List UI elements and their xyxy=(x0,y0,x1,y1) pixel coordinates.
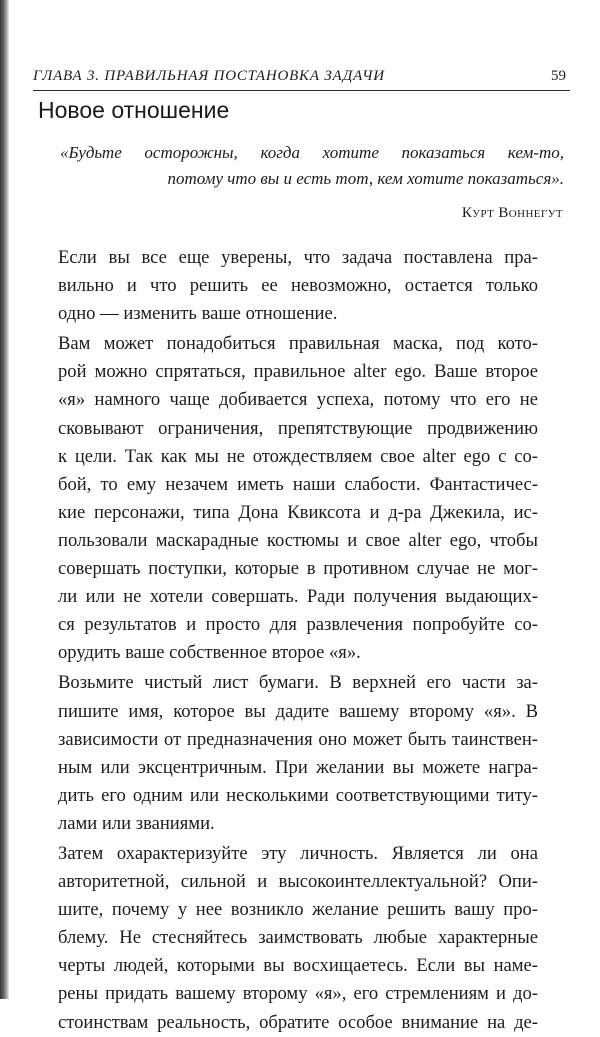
text-line: Если вы все еще уверены, что задача поставлена пра- xyxy=(58,247,538,268)
epigraph-author: Курт Воннегут xyxy=(461,205,563,221)
text-line: черты людей, которыми вы восхищаетесь. Если вы наме- xyxy=(58,955,538,977)
text-line: вильно и что решить ее невозможно, остается только xyxy=(58,275,538,297)
running-header xyxy=(33,68,570,91)
text-line: пользовали маскарадные костюмы и свое alter ego, чтобы xyxy=(58,529,538,551)
paragraph xyxy=(38,840,538,1037)
page-number: 59 xyxy=(551,68,566,84)
text-line: орудить ваше собственное второе «я». xyxy=(58,642,361,664)
running-head-chapter: ГЛАВА 3. ПРАВИЛЬНАЯ ПОСТАНОВКА ЗАДАЧИ xyxy=(33,68,385,84)
text-line: лами или званиями. xyxy=(58,812,215,834)
text-line: дить его одним или несколькими соответствующими титу- xyxy=(58,784,538,806)
text-line: блему. Не стесняйтесь заимствовать любые характерные xyxy=(58,927,538,949)
epigraph-line: «Будьте осторожны, когда хотите показаться кем-то, xyxy=(60,143,564,162)
text-line: рены придать вашему второму «я», его стремлениям и до- xyxy=(58,983,538,1005)
epigraph-line: потому что вы и есть тот, кем хотите показаться». xyxy=(167,169,564,188)
text-line: ли или не хотели совершать. Ради получения выдающих- xyxy=(58,586,538,608)
text-line: ся результатов и просто для развлечения попробуйте со- xyxy=(58,614,538,636)
text-line: одно — изменить ваше отношение. xyxy=(58,303,338,325)
text-line: зависимости от предназначения оно может быть таинствен- xyxy=(58,728,538,750)
text-line: бой, то ему незачем иметь наши слабости. Фантастичес- xyxy=(58,473,538,495)
text-line: шите, почему у нее возникло желание решить вашу про- xyxy=(58,899,538,921)
text-line: Затем охарактеризуйте эту личность. Является ли она xyxy=(58,842,538,864)
text-line: Возьмите чистый лист бумаги. В верхней его части за- xyxy=(58,672,538,694)
text-line: пишите имя, которое вы дадите вашему второму «я». В xyxy=(58,700,538,722)
text-line: стоинствам реальность, обратите особое внимание на де- xyxy=(58,1011,538,1033)
text-line: «я» намного чаще добивается успеха, потому что его не xyxy=(58,389,538,411)
text-line: к цели. Так как мы не отождествляем свое alter ego с со- xyxy=(58,445,538,467)
text-line: совершать поступки, которые в противном случае не мог- xyxy=(58,558,538,580)
paragraph xyxy=(38,330,538,667)
page-binding-shadow xyxy=(0,0,9,999)
section-title: Новое отношение xyxy=(38,97,230,123)
text-line: ным или эксцентричным. При желании вы можете награ- xyxy=(58,756,538,778)
paragraph xyxy=(38,244,538,328)
text-line: авторитетной, сильной и высокоинтеллектуальной? Опи- xyxy=(58,871,538,893)
body-text xyxy=(38,244,538,1037)
epigraph-quote xyxy=(60,140,564,192)
paragraph xyxy=(38,669,538,838)
text-line: сковывают ограничения, препятствующие продвижению xyxy=(58,417,538,439)
text-line: кие персонажи, типа Дона Квиксота и д-ра Джекила, ис- xyxy=(58,501,538,523)
text-line: рой можно спрятаться, правильное alter ego. Ваше второе xyxy=(58,361,538,383)
text-line: Вам может понадобиться правильная маска, под кото- xyxy=(58,333,538,355)
